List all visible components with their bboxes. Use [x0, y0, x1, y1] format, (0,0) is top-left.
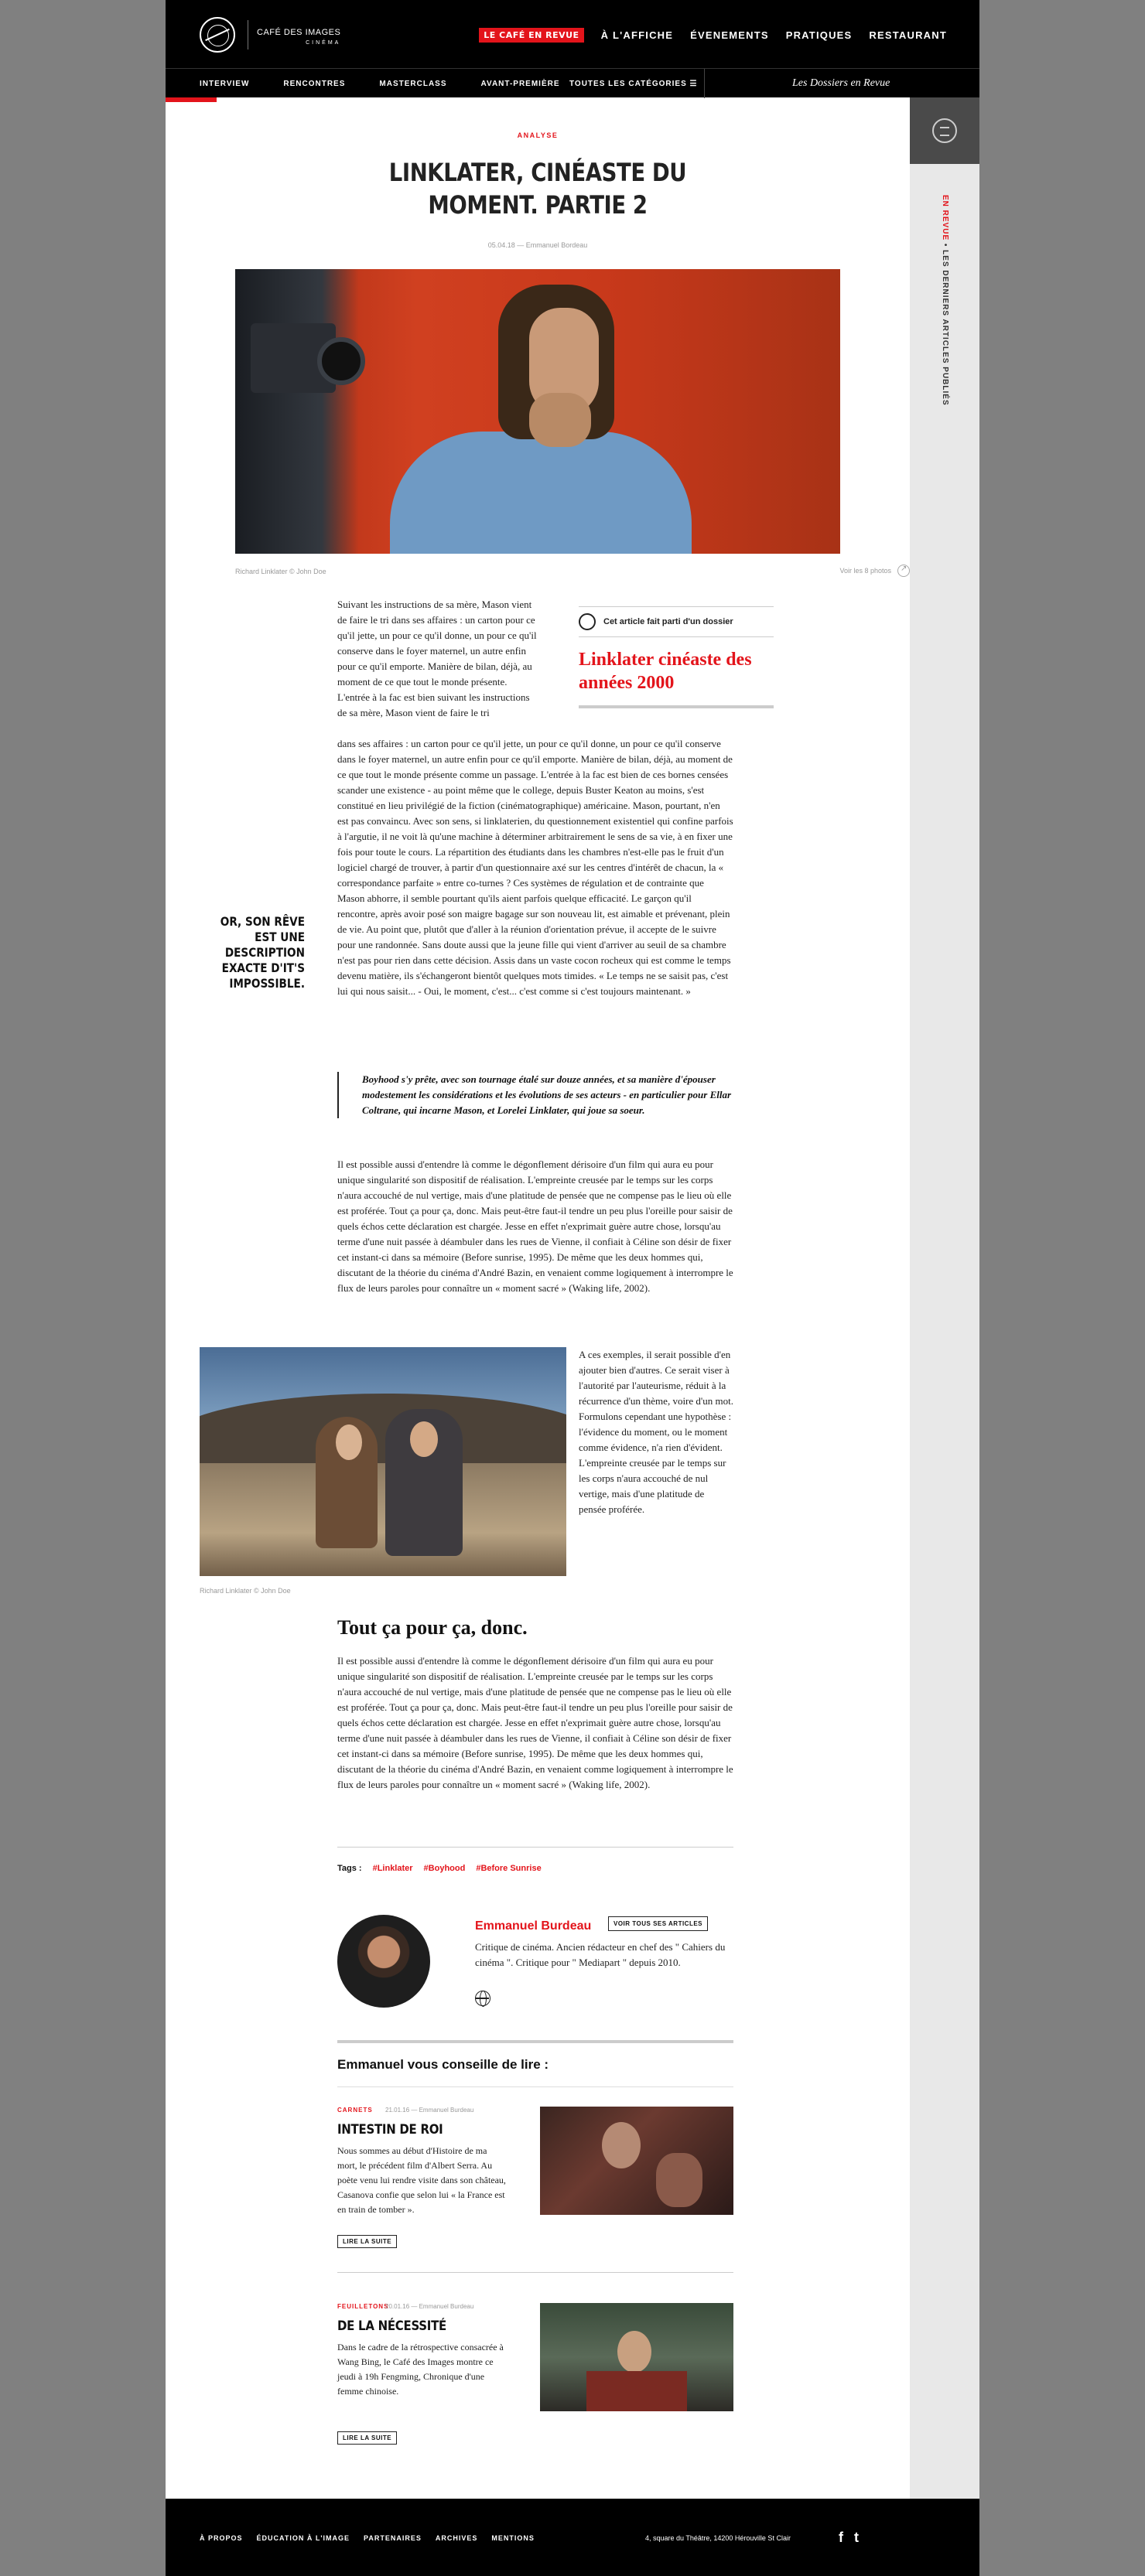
- sub-nav-bar: [166, 68, 979, 97]
- card-meta: 21.01.16 — Emmanuel Burdeau: [385, 2107, 474, 2114]
- article-title: LINKLATER, CINÉASTE DU MOMENT. PARTIE 2: [388, 158, 687, 220]
- page: [166, 0, 979, 2576]
- paragraph-3: Il est possible aussi d'entendre là comme le dégonflement dérisoire d'un film qui aura eu pour unique singularité son dispositif de réalisation. L'empreinte creusée par le temps sur les corps n'aura accouché de nul vertige, mais d'une platitude de pensée que ne compense pas le lieu où elle est proférée. Tout ça pour ça, donc. Mais peut-être faut-il tendre un peu plus l'oreille pour saisir de quels échos cette déclaration est chargée. Jesse en effet n'exprimait guère autre chose, lorsqu'au terme d'une nuit passée à déambuler dans les rues de Vienne, il confiait à Céline son désir de fixer cet instant-ci dans sa mémoire (Before sunrise, 1995). De même que les deux hommes qui, discutant de la théorie du cinéma d'André Bazin, en venaient comme logiquement à interrompre le flux de leurs paroles pour connaître un « moment sacré » (Waking life, 2002).: [337, 1158, 733, 1294]
- red-accent-bar: [166, 97, 217, 102]
- recommend-card[interactable]: [337, 2107, 733, 2284]
- author-bio: Critique de cinéma. Ancien rédacteur en chef des " Cahiers du cinéma ". Critique pour " Mediapart " depuis 2010.: [475, 1941, 726, 1968]
- footer: [166, 2499, 979, 2576]
- logo-line1: CAFÉ DES IMAGES: [257, 28, 341, 37]
- article-kicker[interactable]: ANALYSE: [517, 131, 559, 139]
- sub-nav: [200, 80, 560, 88]
- nav-evenements[interactable]: ÉVENEMENTS: [690, 29, 769, 41]
- img2-face-2: [410, 1421, 438, 1457]
- hero-camera: [251, 323, 336, 393]
- subnav-interview[interactable]: INTERVIEW: [200, 80, 250, 88]
- tags: [337, 1864, 542, 1873]
- twitter-icon[interactable]: t: [854, 2530, 859, 2545]
- side-rail: [910, 97, 979, 2499]
- rail-toggle[interactable]: [910, 97, 979, 164]
- recommend-divider: [337, 2040, 733, 2043]
- recommend-card[interactable]: [337, 2303, 733, 2481]
- footer-link-about[interactable]: À PROPOS: [200, 2534, 243, 2542]
- card-thumbnail[interactable]: [540, 2107, 733, 2215]
- card-divider: [337, 2272, 733, 2273]
- author-avatar[interactable]: [337, 1915, 430, 2008]
- dossier-aside[interactable]: [579, 606, 774, 708]
- recommend-title: Emmanuel vous conseille de lire :: [337, 2057, 549, 2072]
- pull-quote: OR, SON RÊVE EST UNE DESCRIPTION EXACTE D'IT'S IMPOSSIBLE.: [220, 914, 305, 991]
- article-byline: 05.04.18 — Emmanuel Bordeau: [487, 241, 588, 249]
- img2-ground: [200, 1463, 566, 1576]
- dossiers-link[interactable]: Les Dossiers en Revue: [792, 77, 890, 89]
- img2-face-1: [336, 1424, 362, 1460]
- globe-icon[interactable]: [475, 1991, 490, 2006]
- card-meta: 20.01.16 — Emmanuel Burdeau: [385, 2303, 474, 2310]
- dossier-title[interactable]: Linklater cinéaste des années 2000: [579, 648, 774, 708]
- hero-shirt: [390, 432, 692, 554]
- dossier-header: [579, 606, 774, 637]
- tags-divider: [337, 1847, 733, 1848]
- subnav-avant-premiere[interactable]: AVANT-PREMIÈRE: [480, 80, 560, 88]
- subnav-divider: [704, 69, 705, 98]
- read-more-button[interactable]: LIRE LA SUITE: [337, 2235, 397, 2248]
- dossier-label: Cet article fait parti d'un dossier: [603, 617, 733, 626]
- card-category[interactable]: CARNETS: [337, 2107, 373, 2114]
- expand-icon: [897, 565, 910, 577]
- card-thumbnail[interactable]: [540, 2303, 733, 2411]
- card-description: Dans le cadre de la rétrospective consacrée à Wang Bing, le Café des Images montre ce jeudi à 19h Fengming, Chronique d'une femme chinoise.: [337, 2342, 504, 2397]
- footer-nav: [200, 2534, 535, 2542]
- inline-image[interactable]: [200, 1347, 566, 1576]
- main-nav: [479, 28, 947, 43]
- logo-line2: CINÉMA: [306, 40, 341, 46]
- section-heading: Tout ça pour ça, donc.: [337, 1616, 528, 1639]
- articles-icon[interactable]: [932, 118, 957, 143]
- tag-before-sunrise[interactable]: #Before Sunrise: [476, 1864, 542, 1873]
- footer-link-archives[interactable]: ARCHIVES: [435, 2534, 478, 2542]
- card-title[interactable]: DE LA NÉCESSITÉ: [337, 2318, 447, 2334]
- subnav-rencontres[interactable]: RENCONTRES: [283, 80, 346, 88]
- top-bar: [166, 0, 979, 68]
- hero-image[interactable]: [235, 269, 840, 554]
- footer-link-education[interactable]: ÉDUCATION À L'IMAGE: [256, 2534, 350, 2542]
- tags-label: Tags :: [337, 1864, 362, 1873]
- author-name[interactable]: Emmanuel Burdeau: [475, 1919, 592, 1933]
- paragraph-1: Suivant les instructions de sa mère, Mason vient de faire le tri dans ses affaires : un carton pour ce qu'il jette, un pour ce qu'il donne, un pour ce qu'il conserve dans le foyer maternel, un autre enfin pour ce qu'il emporte. Manière de bilan, déjà, au moment de ce que tout le monde présente. L'entrée à la fac est bien suivant les instructions de sa mère, Mason vient de faire le tri: [337, 599, 537, 718]
- card-category[interactable]: FEUILLETONS: [337, 2303, 389, 2310]
- all-categories-menu[interactable]: TOUTES LES CATÉGORIES ☰: [569, 80, 698, 88]
- footer-link-mentions[interactable]: MENTIONS: [491, 2534, 535, 2542]
- all-articles-button[interactable]: VOIR TOUS SES ARTICLES: [608, 1916, 708, 1931]
- blockquote: Boyhood s'y prête, avec son tournage étalé sur douze années, et sa manière d'épouser modestement les considérations et les évolutions de ses acteurs - en particulier pour Ellar Coltrane, qui incarne Mason, et Lorelei Linklater, qui joue sa soeur.: [337, 1072, 733, 1118]
- facebook-icon[interactable]: f: [839, 2530, 843, 2545]
- tag-boyhood[interactable]: #Boyhood: [423, 1864, 466, 1873]
- paragraph-2: dans ses affaires : un carton pour ce qu'il jette, un pour ce qu'il donne, un pour ce qu'il conserve dans le foyer maternel, un autre enfin pour ce qu'il emporte. Manière de bilan, déjà, au moment de ce que tout le monde présente comme un passage. L'entrée à la fac est bien de ces bornes censées scander une existence - au point même que le college, depuis Buster Keaton au moins, s'est constitué en lieu privilégié de la fiction (cinématographique) américaine. Mason, pourtant, n'en est pas convaincu. Avec son sens, si linklaterien, du questionnement existentiel qui confine parfois à l'argutie, il ne voit là qu'une machine à déterminer arbitrairement le sens de sa vie, à en fixer une fois pour toute le cours. La répartition des étudiants dans les chambres n'est-elle pas le fruit d'un logiciel chargé de trouver, à partir d'un questionnaire axé sur les centres d'intérêt de chacun, la « correspondance parfaite » entre co-turnes ? Ces systèmes de régulation et de contrainte que Mason abhorre, il semble pourtant qu'ils aient parfois quelque efficacité. Le garçon qu'il rencontre, après avoir posé son maigre bagage sur son nouveau lit, est aimable et prévenant, plein de vie. Au point que, plutôt que d'aller à la réunion d'orientation prévue, il accepte de le suivre pour une randonnée. Sans doute aussi que la jeune fille qui vient d'arriver au seuil de sa chambre n'est pas pour rien dans cette décision. Assis dans un vaste cocon rocheux qui est comme le temps devenu matière, ils s'échangeront bientôt quelques mots timides. « Le temps ne se saisit pas, c'est lui qui nous saisit... - Oui, le moment, c'est... c'est comme si c'est toujours maintenant. »: [337, 738, 733, 997]
- card-description: Nous sommes au début d'Histoire de ma mort, le précédent film d'Albert Serra. Au poète venu lui rendre visite dans son château, Casanova confie que selon lui « la France est en train de tomber ».: [337, 2145, 506, 2215]
- circle-icon: [579, 613, 596, 630]
- logo-text[interactable]: [257, 28, 340, 48]
- cafe-en-revue-badge[interactable]: LE CAFÉ EN REVUE: [479, 28, 583, 43]
- view-photos-label: Voir les 8 photos: [839, 567, 891, 575]
- hero-hand: [529, 393, 591, 447]
- read-more-button[interactable]: LIRE LA SUITE: [337, 2431, 397, 2445]
- rail-label-red: EN REVUE: [941, 195, 949, 241]
- logo-icon[interactable]: [200, 17, 235, 53]
- rail-label-text: • LES DERNIERS ARTICLES PUBLIÉS: [941, 241, 949, 406]
- hero-caption: Richard Linklater © John Doe: [235, 568, 326, 575]
- footer-address: 4, square du Théâtre, 14200 Hérouville St Clair: [645, 2534, 791, 2542]
- tag-linklater[interactable]: #Linklater: [372, 1864, 413, 1873]
- paragraph-5: Il est possible aussi d'entendre là comme le dégonflement dérisoire d'un film qui aura eu pour unique singularité son dispositif de réalisation. L'empreinte creusée par le temps sur les corps n'aura accouché de nul vertige, mais d'une platitude de pensée que ne compense pas le lieu où elle est proférée. Tout ça pour ça, donc. Mais peut-être faut-il tendre un peu plus l'oreille pour saisir de quels échos cette déclaration est chargée. Jesse en effet n'exprimait guère autre chose, lorsqu'au terme d'une nuit passée à déambuler dans les rues de Vienne, il confiait à Céline son désir de fixer cet instant-ci dans sa mémoire (Before sunrise, 1995). De même que les deux hommes qui, discutant de la théorie du cinéma d'André Bazin, en venaient comme logiquement à interrompre le flux de leurs paroles pour connaître un « moment sacré » (Waking life, 2002).: [337, 1655, 733, 1790]
- nav-affiche[interactable]: À L'AFFICHE: [600, 29, 674, 41]
- view-photos-link[interactable]: [839, 565, 910, 577]
- inline-image-caption: Richard Linklater © John Doe: [200, 1587, 291, 1595]
- nav-restaurant[interactable]: RESTAURANT: [869, 29, 947, 41]
- subnav-masterclass[interactable]: MASTERCLASS: [379, 80, 447, 88]
- paragraph-4: A ces exemples, il serait possible d'en ajouter bien d'autres. Ce serait viser à l'autorité par l'auteurisme, réduit à la récurrence d'un thème, voire d'un mot. Formulons cependant une hypothèse : l'évidence du moment, ou le moment comme évidence, n'a rien d'évident. L'empreinte creusée par le temps sur les corps n'aura accouché de nul vertige, mais d'une platitude de pensée proférée.: [579, 1349, 733, 1515]
- card-title[interactable]: INTESTIN DE ROI: [337, 2122, 443, 2138]
- social-links: [839, 2530, 859, 2546]
- hero-shadow: [235, 269, 359, 554]
- nav-pratiques[interactable]: PRATIQUES: [785, 29, 853, 41]
- recommend-divider-thin: [337, 2086, 733, 2087]
- rail-label[interactable]: [941, 195, 949, 406]
- footer-link-partners[interactable]: PARTENAIRES: [364, 2534, 422, 2542]
